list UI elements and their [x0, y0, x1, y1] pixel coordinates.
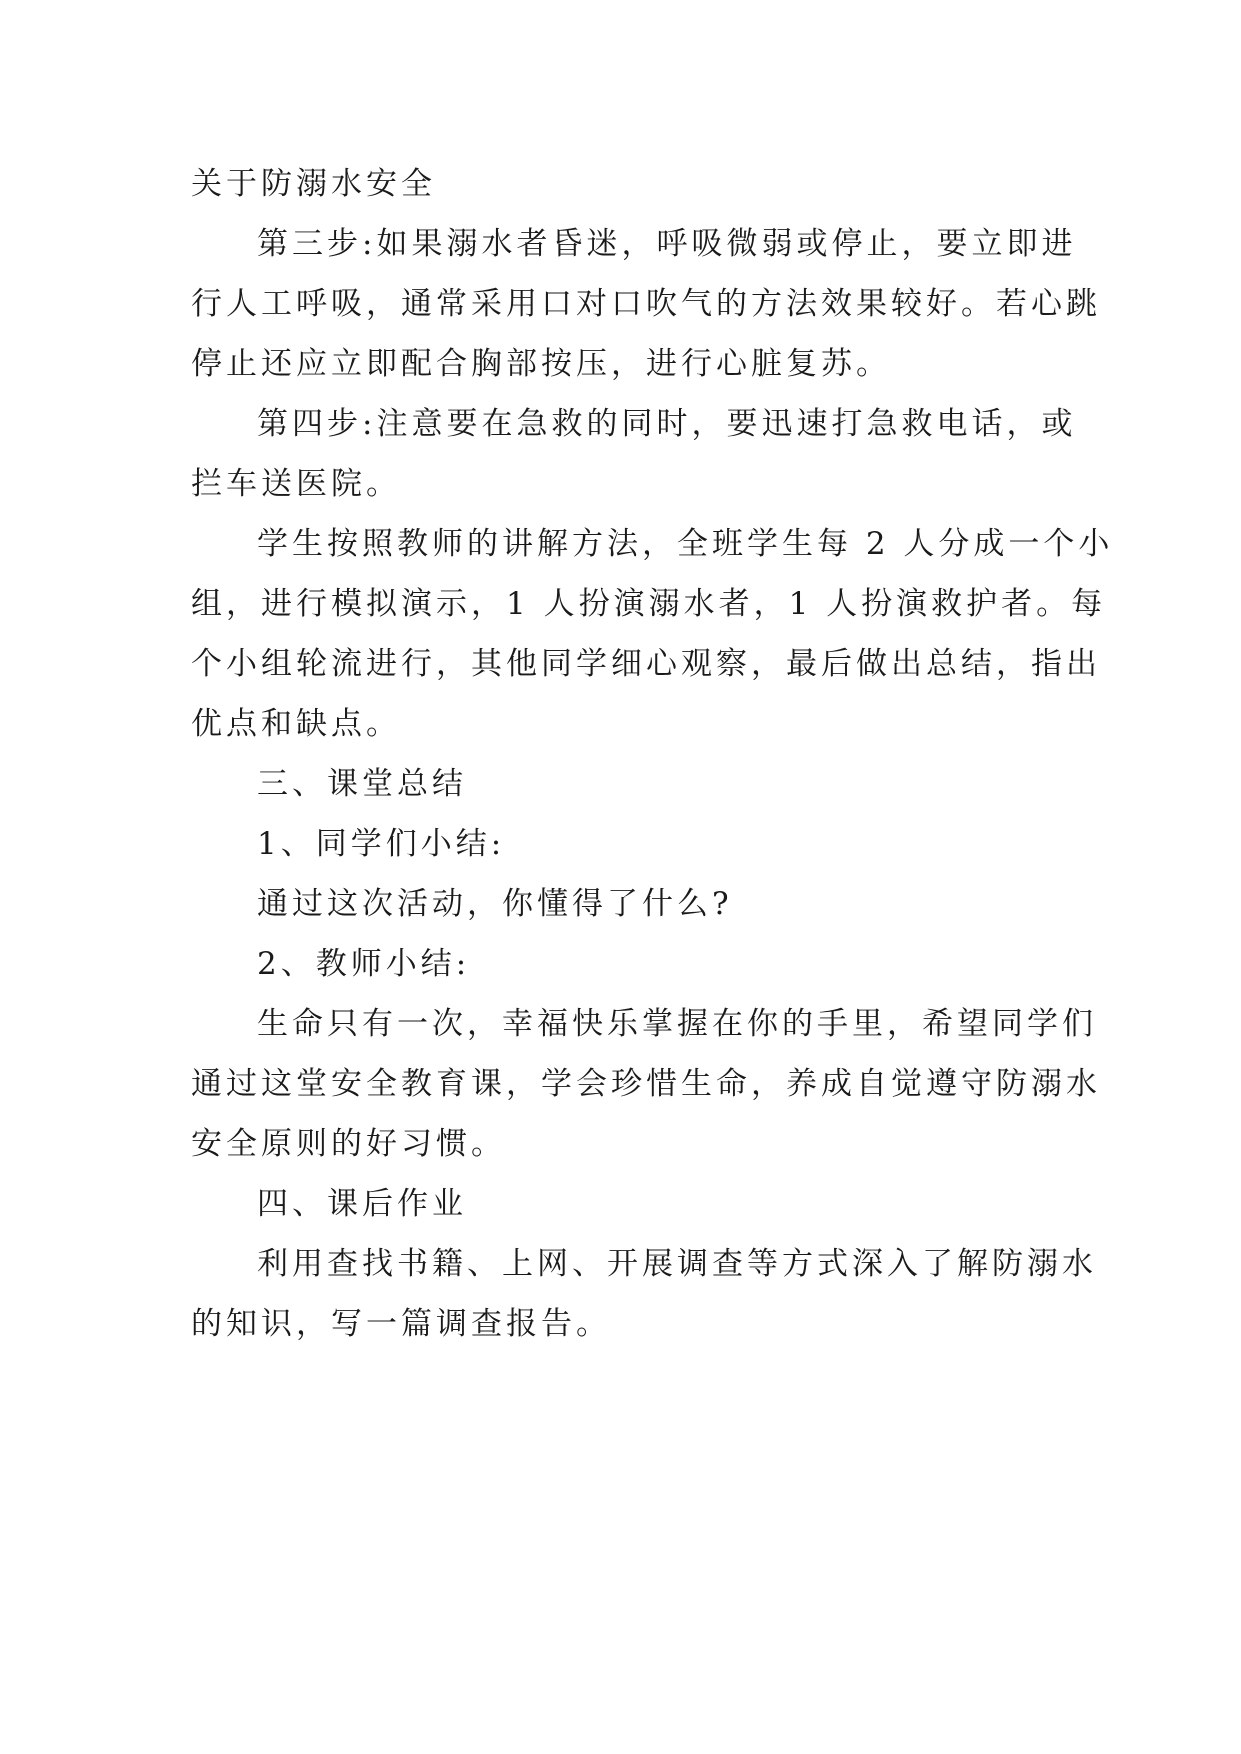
paragraph-line: 通过这次活动，你懂得了什么? — [257, 886, 733, 922]
paragraph-line: 的知识，写一篇调查报告。 — [191, 1306, 611, 1342]
subsection-heading: 2、教师小结: — [257, 946, 471, 982]
subsection-heading: 1、同学们小结: — [257, 826, 506, 862]
paragraph-line: 拦车送医院。 — [191, 466, 401, 502]
paragraph-line: 第三步:如果溺水者昏迷，呼吸微弱或停止，要立即进 — [257, 226, 1077, 262]
paragraph-line: 生命只有一次，幸福快乐掌握在你的手里，希望同学们 — [257, 1006, 1097, 1042]
paragraph-line: 第四步:注意要在急救的同时，要迅速打急救电话，或 — [257, 406, 1077, 442]
paragraph-line: 利用查找书籍、上网、开展调查等方式深入了解防溺水 — [257, 1246, 1097, 1282]
document-title: 关于防溺水安全 — [191, 166, 436, 202]
paragraph-line: 行人工呼吸，通常采用口对口吹气的方法效果较好。若心跳 — [191, 286, 1101, 322]
paragraph-line: 学生按照教师的讲解方法，全班学生每 2 人分成一个小 — [257, 526, 1114, 562]
paragraph-line: 通过这堂安全教育课，学会珍惜生命，养成自觉遵守防溺水 — [191, 1066, 1101, 1102]
paragraph-line: 组，进行模拟演示，1 人扮演溺水者，1 人扮演救护者。每 — [191, 586, 1107, 622]
document-body — [191, 154, 1114, 1354]
paragraph-line: 停止还应立即配合胸部按压，进行心脏复苏。 — [191, 346, 891, 382]
paragraph-line: 个小组轮流进行，其他同学细心观察，最后做出总结，指出 — [191, 646, 1101, 682]
paragraph-line: 优点和缺点。 — [191, 706, 401, 742]
section-heading: 四、课后作业 — [257, 1186, 467, 1222]
section-heading: 三、课堂总结 — [257, 766, 467, 802]
paragraph-line: 安全原则的好习惯。 — [191, 1126, 506, 1162]
